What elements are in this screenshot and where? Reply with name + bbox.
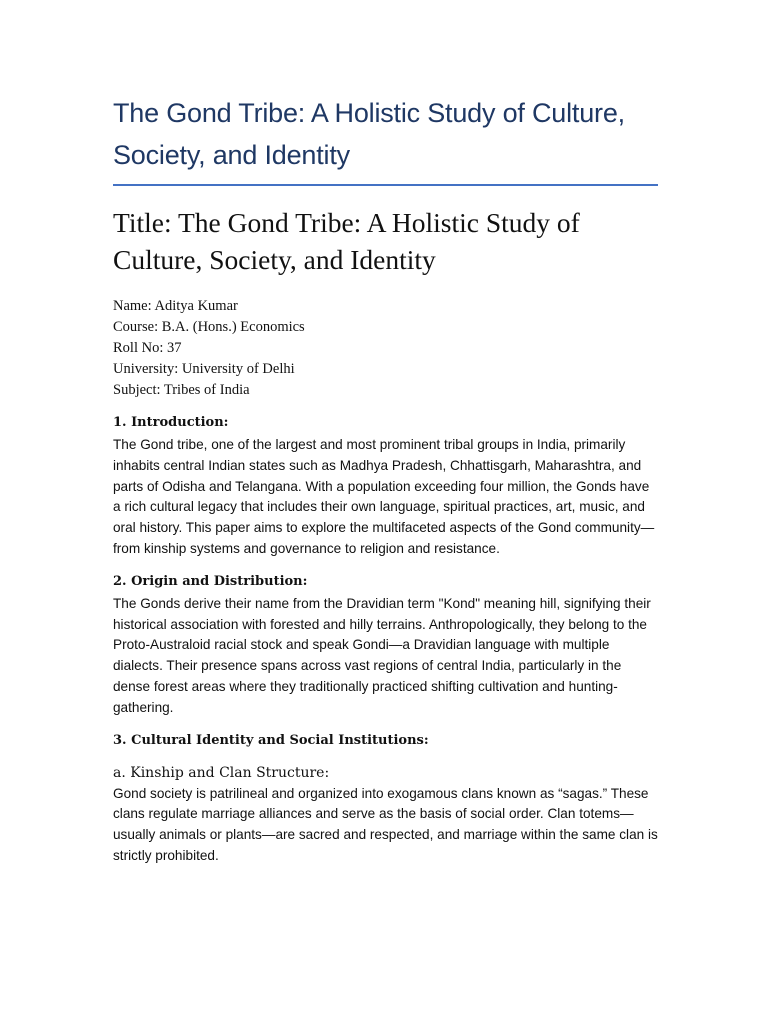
paragraph-origin: The Gonds derive their name from the Dravidian term "Kond" meaning hill, signifying their historical association with forested and hilly terrains. Anthropologically, they belong to the Proto-Australoid racial stock and speak Gondi—a Dravidian language with multiple dialects. Their presence spans across vast regions of central India, particularly in the dense forest areas where they traditionally practiced shifting cultivation and hunting-gathering.	[113, 595, 651, 715]
section-cultural-identity	[113, 731, 658, 867]
meta-name: Name: Aditya Kumar	[113, 298, 238, 314]
meta-course: Course: B.A. (Hons.) Economics	[113, 319, 305, 335]
paragraph-introduction: The Gond tribe, one of the largest and most prominent tribal groups in India, primarily inhabits central Indian states such as Madhya Pradesh, Chhattisgarh, Maharashtra, and parts of Odisha and Telangana. With a population exceeding four million, the Gonds have a rich cultural legacy that includes their own language, spiritual practices, art, music, and oral history. This paper aims to explore the multifaceted aspects of the Gond community—from kinship systems and governance to religion and resistance.	[113, 437, 655, 556]
section-heading-introduction: 1. Introduction:	[113, 415, 229, 430]
meta-subject: Subject: Tribes of India	[113, 382, 250, 398]
meta-roll: Roll No: 37	[113, 340, 182, 356]
document-body	[113, 92, 658, 879]
paragraph-kinship: Gond society is patrilineal and organized into exogamous clans known as “sagas.” These clans regulate marriage alliances and serve as the basis of social order. Clan totems—usually animals or plants—are sacred and respected, and marriage within the same clan is strictly prohibited.	[113, 785, 658, 863]
heading-underline	[113, 184, 658, 186]
document-heading: The Gond Tribe: A Holistic Study of Culture, Society, and Identity	[113, 98, 625, 170]
section-introduction	[113, 413, 658, 560]
section-origin	[113, 572, 658, 719]
document-title-line: Title: The Gond Tribe: A Holistic Study of Culture, Society, and Identity	[113, 207, 580, 275]
subheading-kinship: a. Kinship and Clan Structure:	[113, 764, 330, 781]
section-heading-origin: 2. Origin and Distribution:	[113, 573, 308, 589]
meta-university: University: University of Delhi	[113, 361, 295, 377]
author-meta-block	[113, 296, 658, 401]
section-heading-cultural-identity: 3. Cultural Identity and Social Institutions:	[113, 732, 429, 748]
